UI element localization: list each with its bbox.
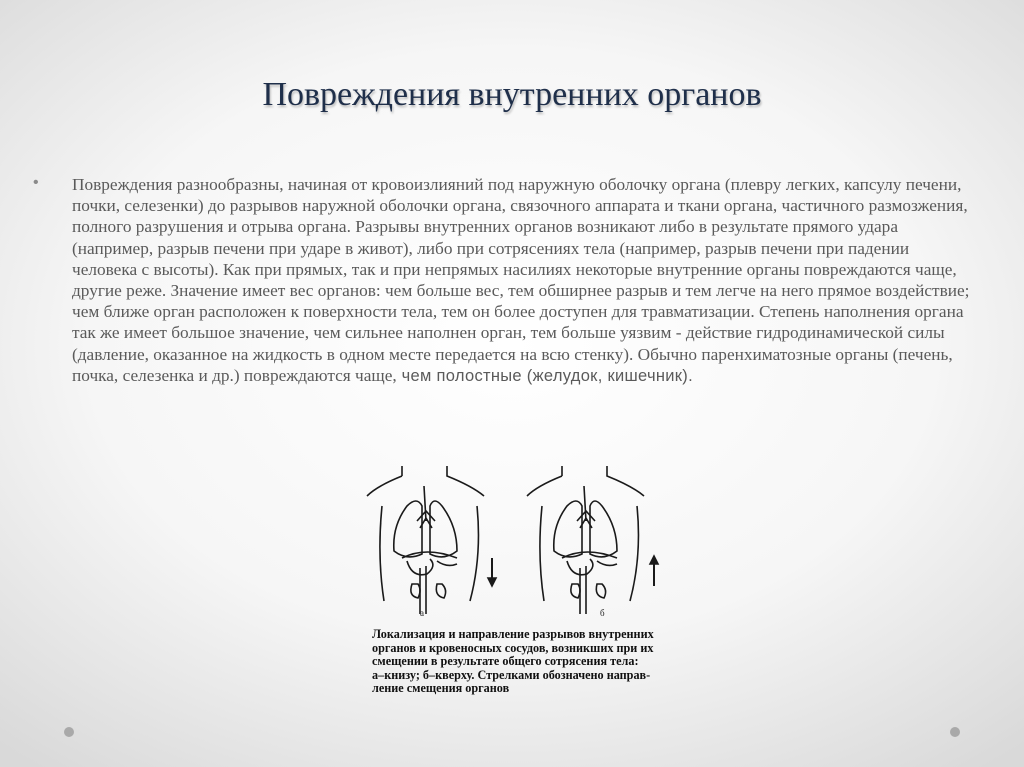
- figure-label-a: а: [420, 608, 424, 616]
- figure-label-b: б: [600, 608, 605, 616]
- torso-b: [527, 466, 644, 616]
- body-main: Повреждения разнообразны, начиная от кровоизлияний под наружную оболочку органа (плевру легких, капсулу печени, почки, селезенки) до разрывов наружной оболочки органа, связочного аппарата и ткани органа, частичного размозжения, полного разрушения и отрыва органа. Разрывы внутренних органов возникают либо в результате прямого удара (например, разрыв печени при ударе в живот), либо при сотрясениях тела (например, разрыв печени при падении человека с высоты). Как при прямых, так и при непрямых насилиях некоторые внутренние органы повреждаются чаще, другие реже. Значение имеет вес органов: чем больше вес, тем обширнее разрыв и тем легче на него прямое воздействие; чем ближе орган расположен к поверхности тела, тем он более доступен для травматизации. Степень наполнения органа так же имеет большое значение, чем сильнее наполнен орган, тем больше уязвим - действие гидродинамической силы (давление, оказанное на жидкость в одном месте передается на всю стенку). Обычно паренхиматозные органы (печень, почка, селезенка и др.) повреждаются чаще,: [72, 175, 970, 385]
- slide-title: Повреждения внутренних органов: [262, 76, 762, 113]
- torso-a: [367, 466, 484, 616]
- caption-line: Локализация и направление разрывов внутренних: [372, 627, 654, 641]
- up-arrow-icon: [650, 556, 658, 586]
- caption-line: ление смещения органов: [372, 681, 510, 695]
- figure-caption: [372, 628, 672, 696]
- organ-displacement-illustration: [362, 466, 662, 616]
- caption-line: смещении в результате общего сотрясения тела:: [372, 654, 639, 668]
- corner-dot-icon: [64, 727, 74, 737]
- corner-dot-icon: [950, 727, 960, 737]
- bullet-marker: •: [33, 174, 39, 191]
- caption-line: органов и кровеносных сосудов, возникших при их: [372, 640, 654, 655]
- down-arrow-icon: [488, 558, 496, 586]
- slide-body-text: [72, 174, 972, 387]
- caption-line: а–книзу; б–кверху. Стрелками обозначено направ-: [372, 667, 651, 682]
- body-tail: чем полостные (желудок, кишечник).: [396, 366, 693, 385]
